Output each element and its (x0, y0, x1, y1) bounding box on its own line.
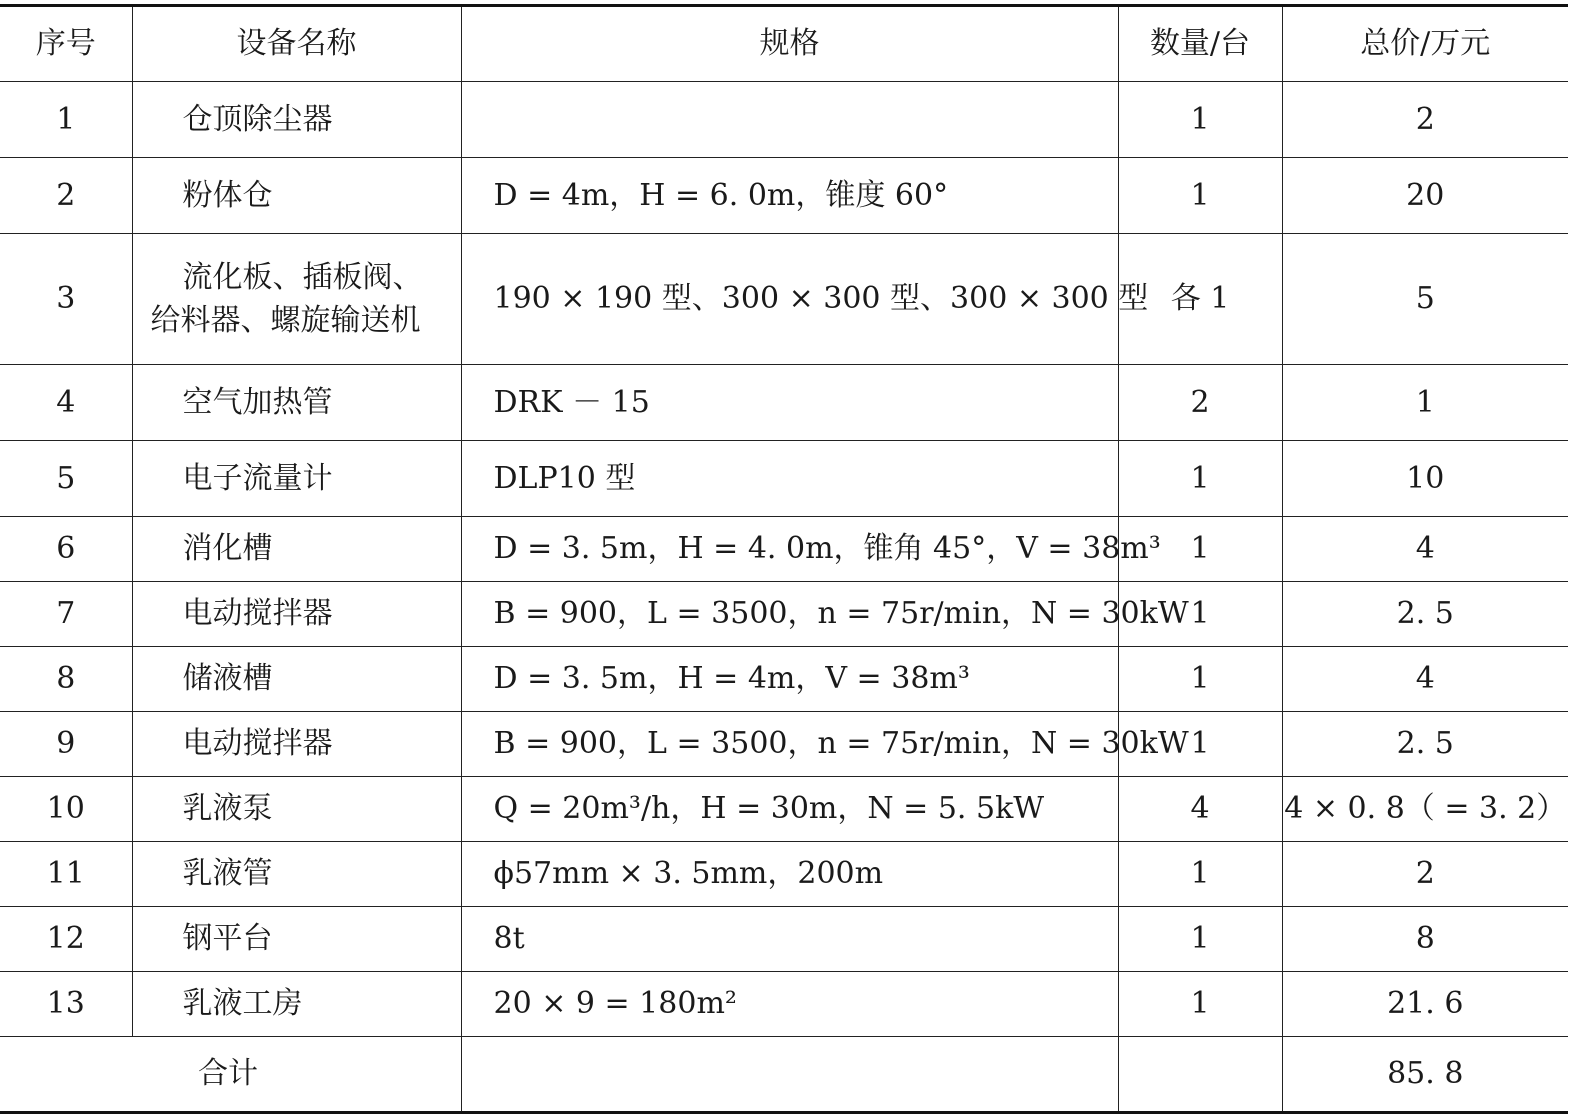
cell-index: 4 (0, 365, 132, 441)
cell-qty: 1 (1118, 517, 1282, 582)
cell-price: 2. 5 (1282, 712, 1568, 777)
cell-qty: 1 (1118, 582, 1282, 647)
cell-price: 2 (1282, 842, 1568, 907)
table-row (0, 647, 1568, 712)
table-row (0, 517, 1568, 582)
header-index: 序号 (0, 6, 132, 82)
cell-qty: 1 (1118, 158, 1282, 234)
cell-spec: D = 3. 5m，H = 4. 0m，锥角 45°，V = 38m³ (461, 517, 1118, 582)
cell-price: 4 × 0. 8（ = 3. 2） (1282, 777, 1568, 842)
cell-qty: 1 (1118, 972, 1282, 1037)
cell-name: 仓顶除尘器 (132, 82, 461, 158)
cell-index: 6 (0, 517, 132, 582)
cell-spec: 8t (461, 907, 1118, 972)
cell-qty: 1 (1118, 842, 1282, 907)
table-header (0, 6, 1568, 82)
cell-price: 20 (1282, 158, 1568, 234)
cell-spec: D = 3. 5m，H = 4m，V = 38m³ (461, 647, 1118, 712)
cell-name: 电子流量计 (132, 441, 461, 517)
cell-index: 13 (0, 972, 132, 1037)
table-row (0, 972, 1568, 1037)
table-body (0, 82, 1568, 1113)
table-row (0, 234, 1568, 365)
cell-qty: 1 (1118, 907, 1282, 972)
table-row (0, 907, 1568, 972)
cell-price: 8 (1282, 907, 1568, 972)
cell-index: 10 (0, 777, 132, 842)
cell-index: 7 (0, 582, 132, 647)
header-price: 总价/万元 (1282, 6, 1568, 82)
cell-name: 流化板、插板阀、给料器、螺旋输送机 (132, 234, 461, 365)
cell-price: 1 (1282, 365, 1568, 441)
cell-qty: 1 (1118, 712, 1282, 777)
cell-qty: 1 (1118, 82, 1282, 158)
cell-name: 储液槽 (132, 647, 461, 712)
cell-price: 4 (1282, 517, 1568, 582)
cell-spec: 190 × 190 型、300 × 300 型、300 × 300 型 (461, 234, 1118, 365)
cell-index: 3 (0, 234, 132, 365)
cell-spec: DLP10 型 (461, 441, 1118, 517)
cell-name: 乳液工房 (132, 972, 461, 1037)
table-row (0, 365, 1568, 441)
total-row (0, 1037, 1568, 1113)
cell-index: 1 (0, 82, 132, 158)
total-qty (1118, 1037, 1282, 1113)
cell-name: 乳液泵 (132, 777, 461, 842)
total-label: 合计 (0, 1037, 461, 1113)
cell-index: 5 (0, 441, 132, 517)
cell-index: 11 (0, 842, 132, 907)
cell-spec: ϕ57mm × 3. 5mm，200m (461, 842, 1118, 907)
cell-price: 5 (1282, 234, 1568, 365)
cell-price: 21. 6 (1282, 972, 1568, 1037)
cell-spec: B = 900，L = 3500，n = 75r/min，N = 30kW (461, 582, 1118, 647)
header-row (0, 6, 1568, 82)
table-row (0, 842, 1568, 907)
cell-index: 9 (0, 712, 132, 777)
header-spec: 规格 (461, 6, 1118, 82)
cell-name: 电动搅拌器 (132, 712, 461, 777)
cell-name: 电动搅拌器 (132, 582, 461, 647)
cell-price: 2. 5 (1282, 582, 1568, 647)
equipment-cost-table (0, 4, 1568, 1114)
cell-price: 10 (1282, 441, 1568, 517)
cell-price: 4 (1282, 647, 1568, 712)
table-row (0, 441, 1568, 517)
header-name: 设备名称 (132, 6, 461, 82)
total-spec (461, 1037, 1118, 1113)
table-row (0, 582, 1568, 647)
cell-qty: 4 (1118, 777, 1282, 842)
table-row (0, 158, 1568, 234)
table-row (0, 82, 1568, 158)
table-row (0, 712, 1568, 777)
cell-name: 钢平台 (132, 907, 461, 972)
table-row (0, 777, 1568, 842)
cell-index: 8 (0, 647, 132, 712)
cell-spec: Q = 20m³/h，H = 30m，N = 5. 5kW (461, 777, 1118, 842)
cell-index: 2 (0, 158, 132, 234)
total-price: 85. 8 (1282, 1037, 1568, 1113)
cell-qty: 各 1 (1118, 234, 1282, 365)
cell-price: 2 (1282, 82, 1568, 158)
cell-name: 粉体仓 (132, 158, 461, 234)
cell-spec: 20 × 9 = 180m² (461, 972, 1118, 1037)
cell-name: 乳液管 (132, 842, 461, 907)
cell-index: 12 (0, 907, 132, 972)
cell-spec (461, 82, 1118, 158)
cell-name: 消化槽 (132, 517, 461, 582)
cell-qty: 1 (1118, 647, 1282, 712)
cell-qty: 2 (1118, 365, 1282, 441)
cell-qty: 1 (1118, 441, 1282, 517)
header-qty: 数量/台 (1118, 6, 1282, 82)
equipment-table-container (0, 4, 1568, 1114)
cell-spec: B = 900，L = 3500，n = 75r/min，N = 30kW (461, 712, 1118, 777)
cell-spec: DRK － 15 (461, 365, 1118, 441)
cell-spec: D = 4m，H = 6. 0m，锥度 60° (461, 158, 1118, 234)
cell-name: 空气加热管 (132, 365, 461, 441)
